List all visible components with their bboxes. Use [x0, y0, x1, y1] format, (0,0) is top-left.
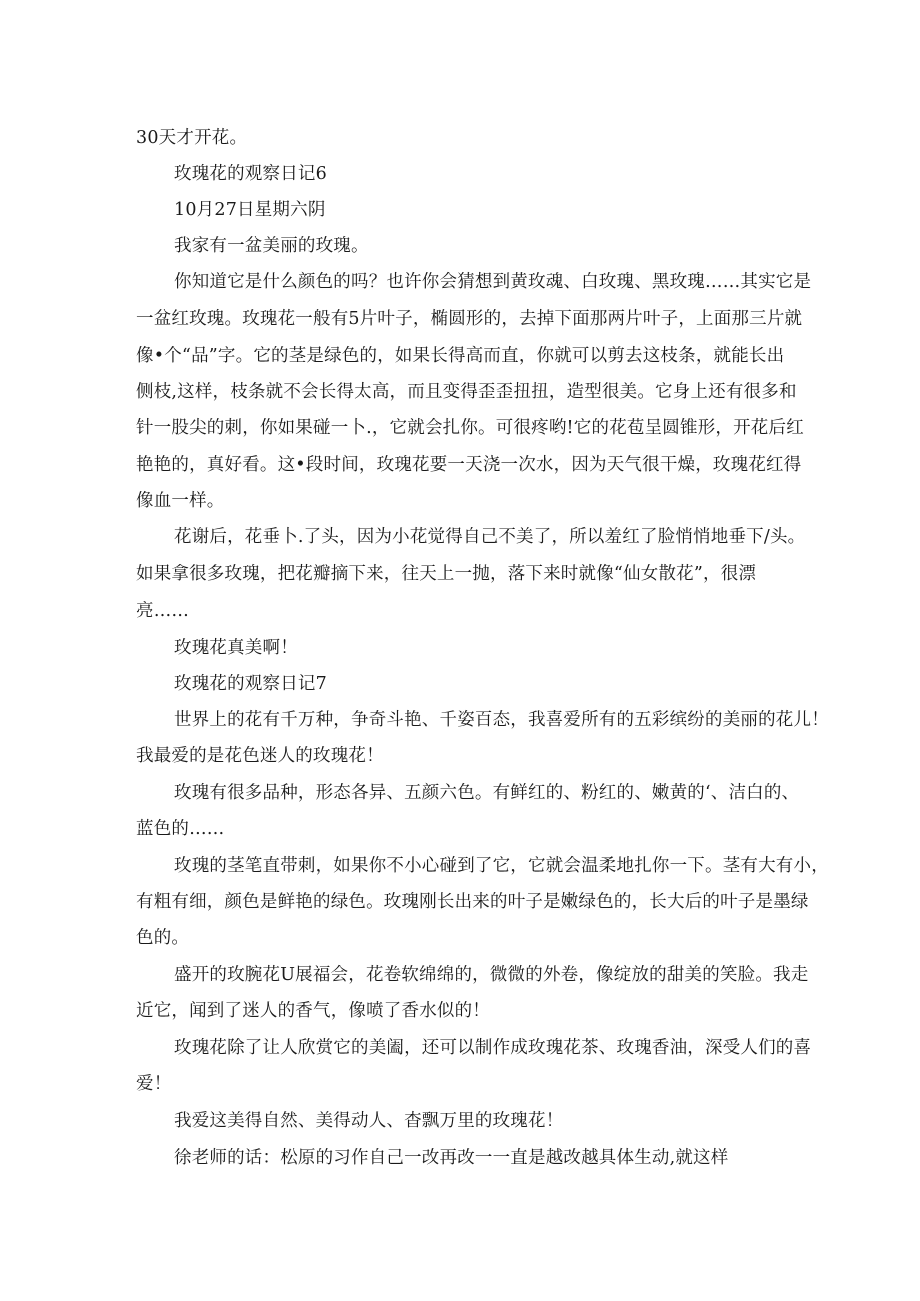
paragraph-line: 盛开的玫腕花U展福会，花卷软绵绵的，微微的外卷，像绽放的甜美的笑脸。我走: [174, 965, 809, 985]
paragraph-line: 蓝色的……: [136, 819, 225, 839]
paragraph-line: 我最爱的是花色迷人的玫瑰花！: [136, 746, 384, 766]
diary-heading: 玫瑰花的观察日记6: [174, 164, 327, 184]
paragraph-line: 一盆红玫瑰。玫瑰花一般有5片叶子，椭圆形的，去掉下面那两片叶子，上面那三片就: [136, 309, 803, 329]
paragraph-line: 玫瑰花除了让人欣赏它的美阖，还可以制作成玫瑰花茶、玫瑰香油，深受人们的喜: [174, 1038, 812, 1058]
paragraph-line: 花谢后，花垂卜.了头，因为小花觉得自己不美了，所以羞红了脸悄悄地垂下/头。: [174, 527, 806, 547]
paragraph-line: 色的。: [136, 928, 190, 948]
paragraph-line: 像•个“品”字。它的茎是绿色的，如果长得高而直，你就可以剪去这枝条，就能长出: [136, 346, 785, 366]
paragraph-line: 针一股尖的刺，你如果碰一卜.，它就会扎你。可很疼哟!它的花苞呈圆锥形，开花后红: [136, 418, 804, 438]
paragraph-line: 艳艳的，真好看。这•段时间，玫瑰花要一天浇一次水，因为天气很干燥，玫瑰花红得: [136, 455, 802, 475]
paragraph-line: 爱！: [136, 1074, 172, 1094]
paragraph-line: 像血一样。: [136, 491, 225, 511]
diary-date: 10月27日星期六阴: [174, 200, 326, 220]
paragraph-line: 有粗有细，颜色是鲜艳的绿色。玫瑰刚长出来的叶子是嫩绿色的，长大后的叶子是墨绿: [136, 892, 809, 912]
diary-heading: 玫瑰花的观察日记7: [174, 674, 327, 694]
paragraph-line: 侧枝,这样，枝条就不会长得太高，而且变得歪歪扭扭，造型很美。它身上还有很多和: [136, 382, 797, 402]
paragraph-line: 世界上的花有千万种，争奇斗艳、千姿百态，我喜爱所有的五彩缤纷的美丽的花儿！: [174, 710, 829, 730]
paragraph-line: 如果拿很多玫瑰，把花瓣摘下来，往天上一抛，落下来时就像“仙女散花”，很漂: [136, 564, 757, 584]
teacher-comment: 徐老师的话：松原的习作自己一改再改一一直是越改越具体生动,就这样: [174, 1148, 729, 1168]
text-line: 我家有一盆美丽的玫瑰。: [174, 236, 369, 256]
paragraph-line: 近它，闻到了迷人的香气，像喷了香水似的！: [136, 1001, 490, 1021]
paragraph-line: 玫瑰有很多品种，形态各异、五颜六色。有鲜红的、粉红的、嫩黄的‘、洁白的、: [174, 783, 800, 803]
paragraph-line: 玫瑰的茎笔直带刺，如果你不小心碰到了它，它就会温柔地扎你一下。茎有大有小，: [174, 856, 829, 876]
text-line: 我爱这美得自然、美得动人、杳飘万里的玫瑰花！: [174, 1111, 564, 1131]
paragraph-line: 你知道它是什么颜色的吗？也许你会猜想到黄玫魂、白玫瑰、黑玫瑰……其实它是: [174, 272, 812, 292]
text-line: 30天才开花。: [136, 128, 248, 148]
paragraph-line: 亮……: [136, 601, 190, 621]
text-line: 玫瑰花真美啊！: [174, 638, 298, 658]
